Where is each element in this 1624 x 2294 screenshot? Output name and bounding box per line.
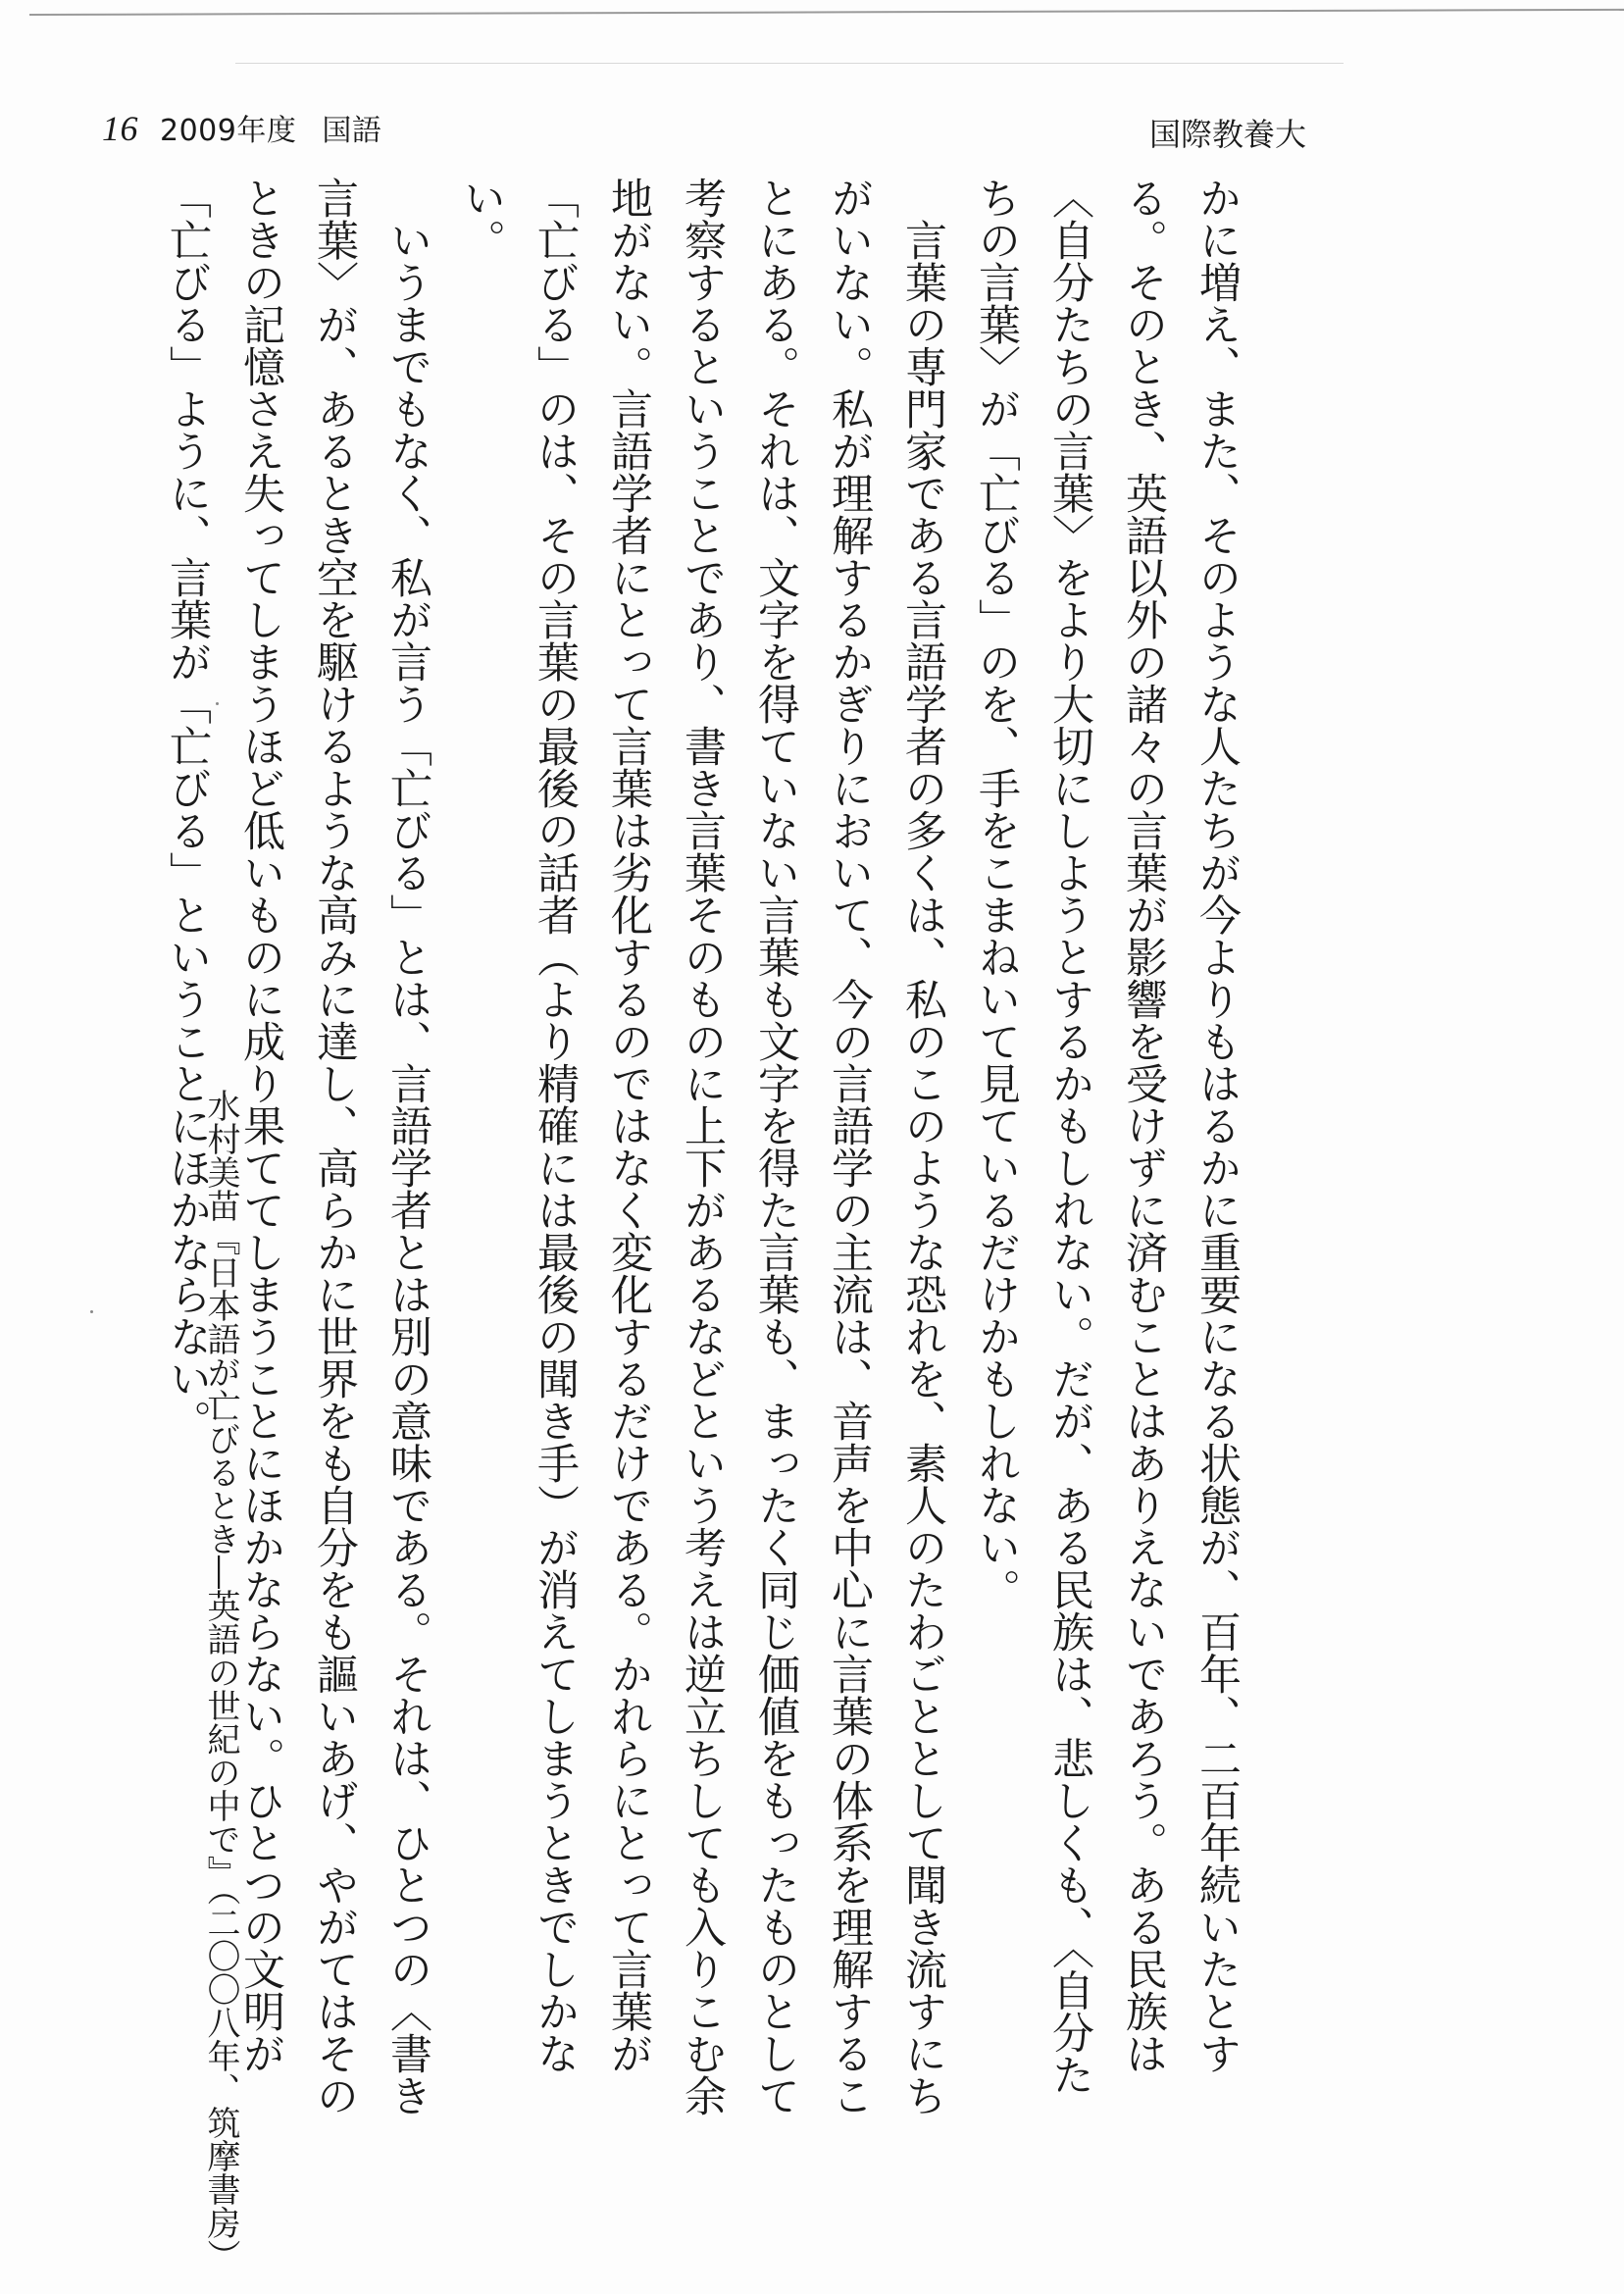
university-name: 国際教養大: [1148, 116, 1306, 153]
scan-speck: [90, 1310, 93, 1313]
exam-subject: 国語: [322, 114, 382, 148]
main-text: [150, 177, 1253, 2118]
paragraph-1: かに増え、また、そのような人たちが今よりもはるかに重要になる状態が、百年、二百年続いたとする。そのとき、英語以外の諸々の言葉が影響を受けずに済むことはありえないであろう。ある民族は〈自分たちの言葉〉をより大切にしようとするかもしれない。だが、ある民族は、悲しくも、〈自分たちの言葉〉が「亡びる」のを、手をこまねいて見ているだけかもしれない。: [972, 177, 1242, 2096]
paragraph-2: 言葉の専門家である言語学者の多くは、私のこのような恐れを、素人のたわごととして聞き流すにちがいない。私が理解するかぎりにおいて、今の言語学の主流は、音声を中心に言葉の体系を理解することにある。それは、文字を得ていない言葉も文字を得た言葉も、まったく同じ価値をもったものとして考察するということであり、書き言葉そのものに上下があるなどという考えは逆立ちしても入りこむ余地がない。言語学者にとって言葉は劣化するのではなく変化するだけである。かれらにとって言葉が「亡びる」のは、その言葉の最後の話者（より精確には最後の聞き手）が消えてしまうときでしかない。: [457, 177, 947, 2116]
page-number: 16: [102, 109, 138, 148]
scan-edge-line: [29, 9, 1624, 16]
source-citation: 水村美苗『日本語が亡びるとき―英語の世紀の中で』（二〇〇八年、筑摩書房）: [201, 1089, 240, 2272]
scan-speck: [216, 702, 219, 705]
paragraph-3: いうまでもなく、私が言う「亡びる」とは、言語学者とは別の意味である。それは、ひとつの〈書き言葉〉が、あるとき空を駆けるような高みに達し、高らかに世界をも自分をも謳いあげ、やがてはそのときの記憶さえ失ってしまうほど低いものに成り果ててしまうことにほかならない。ひとつの文明が「亡びる」ように、言葉が「亡びる」ということにほかならない。: [163, 177, 432, 2116]
page-header-left: [102, 106, 381, 149]
exam-year: 2009年度: [160, 114, 297, 148]
scan-faint-line: [235, 63, 1344, 64]
